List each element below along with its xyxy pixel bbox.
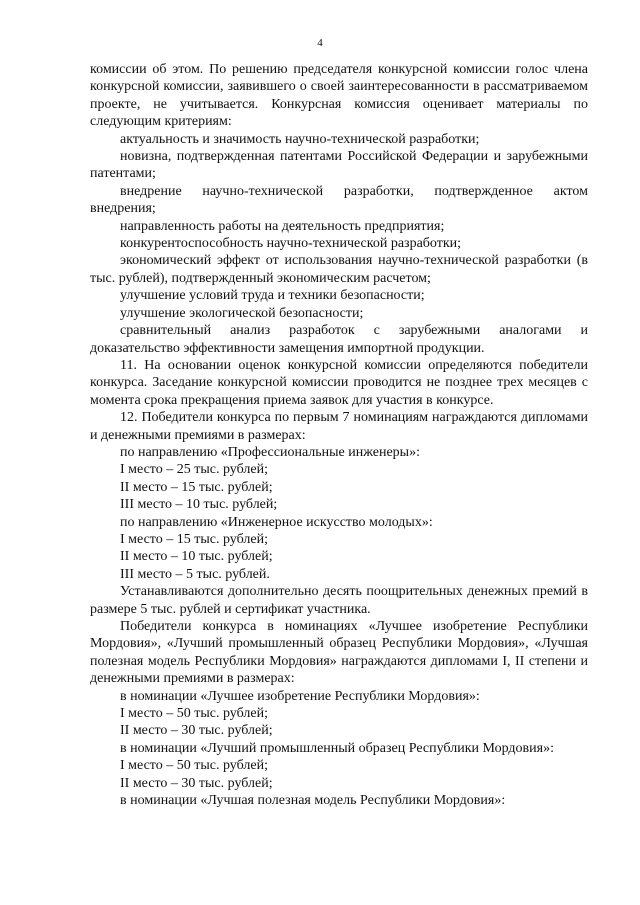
criterion-ecology: улучшение экологической безопасности;: [120, 305, 364, 321]
criterion-labor-safety: улучшение условий труда и техники безопасности;: [120, 288, 425, 304]
paragraph-12-awards: 12. Победители конкурса по первым 7 номинациям награждаются дипломами и денежными премиями в размерах:: [90, 410, 588, 443]
prize-3rd: III место – 10 тыс. рублей;: [120, 497, 278, 513]
prize-2nd: II место – 15 тыс. рублей;: [120, 479, 273, 495]
criterion-competitiveness: конкурентоспособность научно-технической разработки;: [120, 236, 462, 252]
nomination-best-industrial-design: в номинации «Лучший промышленный образец Республики Мордовия»:: [120, 740, 554, 756]
page-number: 4: [317, 37, 323, 49]
criterion-relevance: актуальность и значимость научно-технической разработки;: [120, 131, 480, 147]
prize-2nd: II место – 30 тыс. рублей;: [120, 723, 273, 739]
document-body: [90, 61, 588, 809]
paragraph-11-winners: 11. На основании оценок конкурсной комиссии определяются победители конкурса. Заседание конкурсной комиссии проводится не позднее трех месяцев с момента срока прекращения приема заявок для участия в конкурсе.: [90, 357, 588, 408]
nomination-best-utility-model: в номинации «Лучшая полезная модель Республики Мордовия»:: [120, 793, 506, 809]
criterion-orientation: направленность работы на деятельность предприятия;: [120, 218, 445, 234]
criterion-implementation: внедрение научно-технической разработки, подтвержденное актом внедрения;: [90, 183, 588, 217]
direction-young-engineering: по направлению «Инженерное искусство молодых»:: [120, 514, 433, 530]
criterion-comparative-analysis: сравнительный анализ разработок с зарубежными аналогами и доказательство эффективности замещения импортной продукции.: [90, 323, 588, 356]
criterion-novelty: новизна, подтвержденная патентами Российской Федерации и зарубежными патентами;: [90, 149, 588, 182]
nomination-best-invention: в номинации «Лучшее изобретение Республики Мордовия»:: [120, 688, 480, 704]
prize-2nd: II место – 30 тыс. рублей;: [120, 775, 273, 791]
prize-1st: I место – 15 тыс. рублей;: [120, 531, 268, 547]
direction-professional-engineers: по направлению «Профессиональные инженеры»:: [120, 444, 420, 460]
prize-1st: I место – 50 тыс. рублей;: [120, 706, 268, 722]
paragraph-incentive-prizes: Устанавливаются дополнительно десять поощрительных денежных премий в размере 5 тыс. рублей и сертификат участника.: [90, 584, 588, 617]
paragraph-commission-intro: комиссии об этом. По решению председателя конкурсной комиссии голос члена конкурсной комиссии, заявившего о своей заинтересованности в рассматриваемом проекте, не учитывается. Конкурсная комиссия оценивает материалы по следующим критериям:: [90, 62, 588, 130]
prize-1st: I место – 50 тыс. рублей;: [120, 758, 268, 774]
paragraph-republic-nominations: Победители конкурса в номинациях «Лучшее изобретение Республики Мордовия», «Лучший промышленный образец Республики Мордовия», «Лучшая полезная модель Республики Мордовия» награждаются дипломами I, II степени и денежными премиями в размерах:: [90, 619, 588, 687]
criterion-economic-effect: экономический эффект от использования научно-технической разработки (в тыс. рублей), подтвержденный экономическим расчетом;: [90, 253, 588, 286]
prize-3rd: III место – 5 тыс. рублей.: [120, 566, 270, 582]
prize-1st: I место – 25 тыс. рублей;: [120, 462, 268, 478]
prize-2nd: II место – 10 тыс. рублей;: [120, 549, 273, 565]
